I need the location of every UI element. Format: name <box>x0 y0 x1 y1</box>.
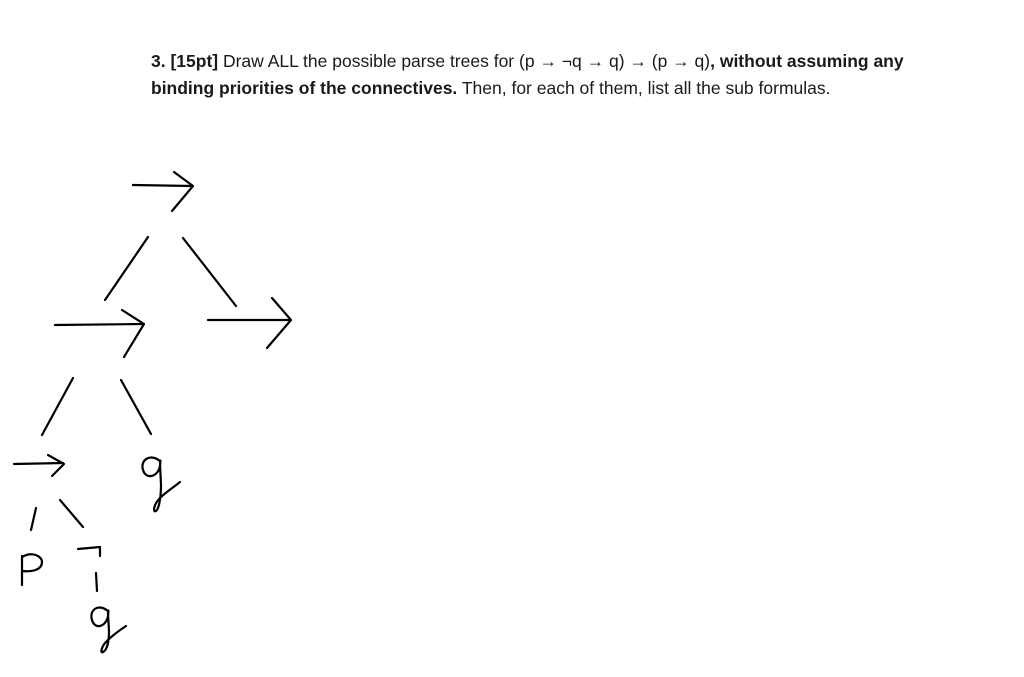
question-formula: (p → ¬q → q) → (p → q) <box>519 51 711 71</box>
tree-edge-left-left <box>42 378 73 435</box>
tree-node-negation <box>78 547 100 556</box>
question-emphasis: , without assuming any binding priorities of the connectives. <box>151 51 904 98</box>
tree-leaf-p <box>22 554 42 585</box>
question-instruction: Then, for each of them, list all the sub formulas. <box>457 78 831 98</box>
tree-leaf-q-bottom <box>91 608 126 653</box>
tree-edge-root-left <box>105 237 148 300</box>
tree-edge-root-right <box>183 238 236 306</box>
tree-node-root-arrow <box>133 172 193 211</box>
question-intro: Draw ALL the possible parse trees for <box>218 51 520 71</box>
tree-edge-negation-down <box>96 573 97 591</box>
tree-edge-inner-left <box>31 508 36 530</box>
tree-node-left-arrow <box>55 310 144 357</box>
tree-edge-inner-right <box>60 500 83 527</box>
question-number: 3. [15pt] <box>151 51 219 71</box>
tree-leaf-q-middle <box>142 458 180 512</box>
tree-node-right-arrow <box>208 298 291 348</box>
tree-edge-left-right <box>121 380 151 434</box>
tree-node-inner-arrow <box>14 455 64 476</box>
